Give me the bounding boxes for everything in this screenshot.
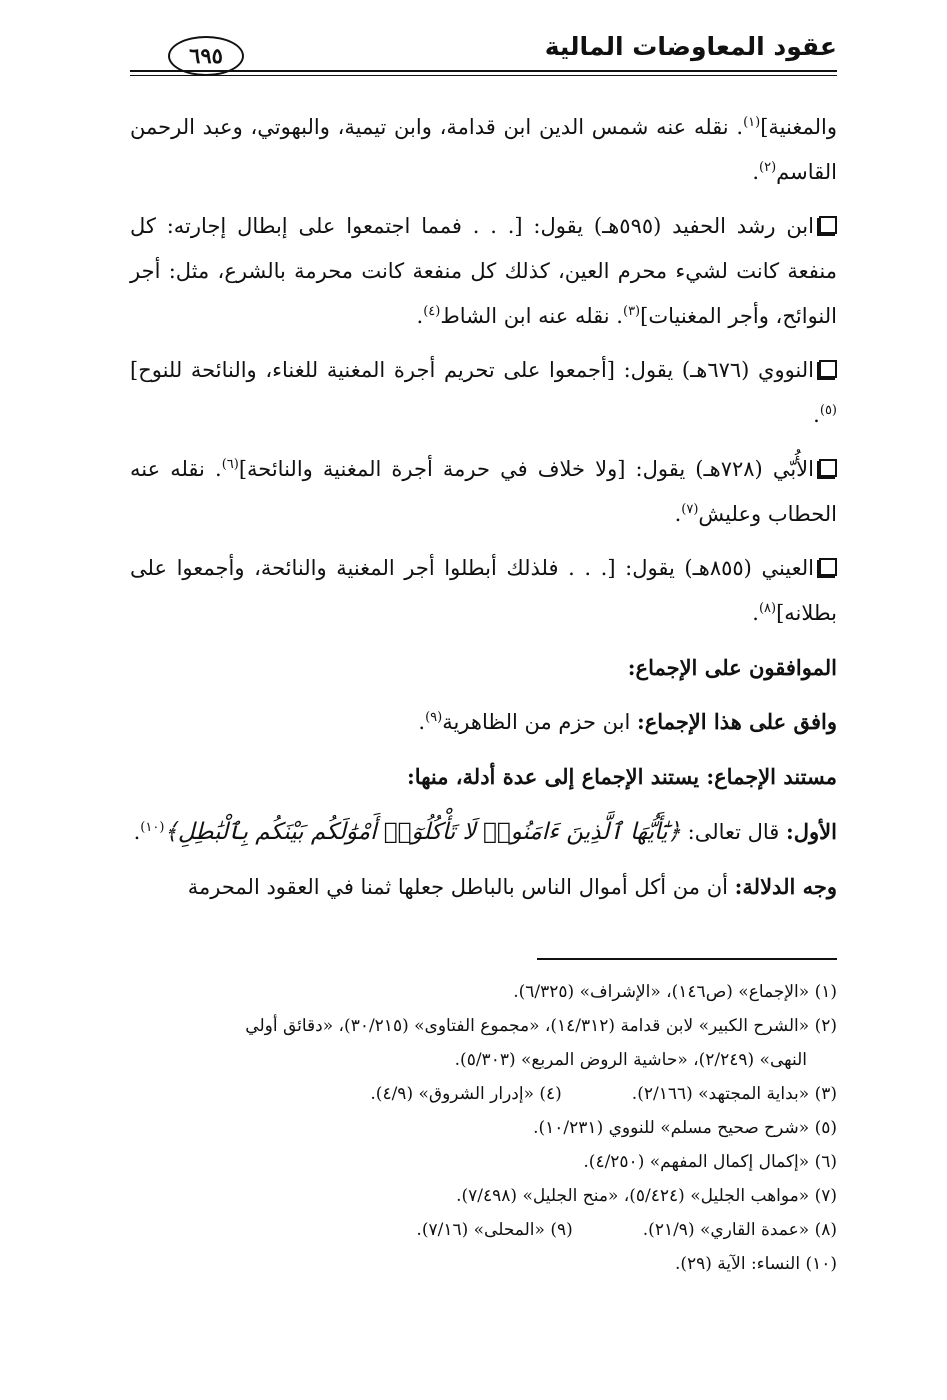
footnote-ref[interactable]: (١٠) bbox=[140, 820, 165, 835]
footnote-row bbox=[130, 1077, 837, 1111]
paragraph-first-evidence bbox=[130, 809, 837, 855]
label: وافق على هذا الإجماع: bbox=[637, 709, 837, 734]
footnotes bbox=[130, 975, 837, 1281]
footnote-ref[interactable]: (٦) bbox=[221, 457, 239, 472]
footnote: (٧) «مواهب الجليل» (٥/٤٢٤)، «منح الجليل» (٧/٤٩٨). bbox=[456, 1186, 837, 1206]
footnote: (٣) «بداية المجتهد» (٢/١٦٦). bbox=[631, 1084, 837, 1104]
text: . bbox=[752, 160, 760, 184]
footnote-ref[interactable]: (٢) bbox=[759, 160, 777, 175]
paragraph-ibn-rushd bbox=[130, 204, 837, 339]
footnote-ref[interactable]: (٤) bbox=[423, 304, 441, 319]
paragraph-agreement bbox=[130, 699, 837, 745]
text: الأُبّي (٧٢٨هـ) يقول: [ولا خلاف في حرمة أجرة المغنية والنائحة] bbox=[238, 457, 814, 481]
footnote-ref[interactable]: (٨) bbox=[758, 601, 777, 616]
footnote-ref[interactable]: (٥) bbox=[819, 403, 837, 418]
footnote: (٨) «عمدة القاري» (٢١/٩). bbox=[642, 1220, 837, 1240]
footnote-row bbox=[130, 1213, 837, 1247]
square-bullet-icon bbox=[819, 558, 837, 576]
text: ابن حزم من الظاهرية bbox=[442, 710, 637, 734]
text: . bbox=[752, 601, 759, 625]
paragraph-ubbi bbox=[130, 447, 837, 537]
section-heading: الموافقون على الإجماع: bbox=[627, 655, 837, 680]
book-title: عقود المعاوضات المالية bbox=[544, 32, 837, 61]
text: . bbox=[674, 502, 682, 526]
footnote: (٤) «إدرار الشروق» (٤/٩). bbox=[370, 1084, 562, 1104]
text: . bbox=[813, 403, 820, 427]
text: . نقله عنه الحطاب وعليش bbox=[130, 457, 837, 526]
text: . نقله عنه شمس الدين ابن قدامة، وابن تيمية، والبهوتي، وعبد الرحمن القاسم bbox=[130, 115, 837, 184]
header-rule-thin bbox=[130, 75, 837, 76]
text: . bbox=[416, 304, 424, 328]
label: الأول: bbox=[786, 819, 837, 844]
text: أن من أكل أموال الناس بالباطل جعلها ثمنا في العقود المحرمة bbox=[187, 875, 735, 899]
footnote-ref[interactable]: (٩) bbox=[425, 710, 443, 725]
footnote-ref[interactable]: (٣) bbox=[622, 304, 641, 319]
footnote-ref[interactable]: (٧) bbox=[681, 502, 699, 517]
text: . bbox=[418, 710, 426, 734]
label: مستند الإجماع: bbox=[706, 764, 837, 789]
paragraph-evidence-aspect bbox=[130, 864, 837, 910]
footnote: (١٠) النساء: الآية (٢٩). bbox=[674, 1254, 837, 1274]
footnote-separator bbox=[537, 958, 837, 960]
text: . bbox=[133, 820, 141, 844]
main-text bbox=[130, 105, 837, 919]
header-rule bbox=[130, 70, 837, 72]
text: . نقله عنه ابن الشاط bbox=[440, 304, 623, 328]
square-bullet-icon bbox=[819, 216, 837, 234]
quran-verse: ﴿يَٰٓأَيُّهَا ٱلَّذِينَ ءَامَنُوا۟ لَا تَأْكُلُوٓا۟ أَمْوَٰلَكُم بَيْنَكُم بِٱلْبَٰطِلِ﴾ bbox=[164, 819, 681, 845]
text: قال تعالى: bbox=[680, 820, 787, 844]
label: وجه الدلالة: bbox=[734, 874, 837, 899]
text: النووي (٦٧٦هـ) يقول: [أجمعوا على تحريم أجرة المغنية للغناء، والنائحة للنوح] bbox=[130, 358, 814, 382]
footnote-ref[interactable]: (١) bbox=[743, 115, 761, 130]
page-number: ٦٩٥ bbox=[168, 36, 244, 76]
footnote: (١) «الإجماع» (ص١٤٦)، «الإشراف» (٦/٣٢٥). bbox=[513, 982, 837, 1002]
text: العيني (٨٥٥هـ) يقول: [. . . فلذلك أبطلوا أجر المغنية والنائحة، وأجمعوا على بطلانه] bbox=[130, 556, 837, 625]
footnote: (٩) «المحلى» (٧/١٦). bbox=[416, 1220, 573, 1240]
paragraph-ayni bbox=[130, 546, 837, 636]
footnote: (٦) «إكمال إكمال المفهم» (٤/٢٥٠). bbox=[583, 1152, 837, 1172]
footnote-continuation: النهى» (٢/٢٤٩)، «حاشية الروض المربع» (٥/٣٠٣). bbox=[454, 1050, 807, 1070]
text: ابن رشد الحفيد (٥٩٥هـ) يقول: [. . . فمما اجتمعوا على إبطال إجارته: كل منفعة كانت لشيء محرم العين، كذلك كل منفعة كانت محرمة بالشرع، مثل: أجر النوائح، وأجر المغنيات] bbox=[130, 214, 837, 328]
paragraph-1 bbox=[130, 105, 837, 195]
paragraph-basis bbox=[130, 754, 837, 800]
footnote: (٢) «الشرح الكبير» لابن قدامة (١٤/٣١٢)، «مجموع الفتاوى» (٣٠/٢١٥)، «دقائق أولي bbox=[245, 1016, 837, 1036]
square-bullet-icon bbox=[819, 360, 837, 378]
text: يستند الإجماع إلى عدة أدلة، منها: bbox=[407, 764, 707, 789]
text: والمغنية] bbox=[760, 115, 837, 139]
paragraph-nawawi bbox=[130, 348, 837, 438]
square-bullet-icon bbox=[819, 459, 837, 477]
footnote: (٥) «شرح صحيح مسلم» للنووي (١٠/٢٣١). bbox=[533, 1118, 837, 1138]
page-header bbox=[130, 30, 837, 80]
